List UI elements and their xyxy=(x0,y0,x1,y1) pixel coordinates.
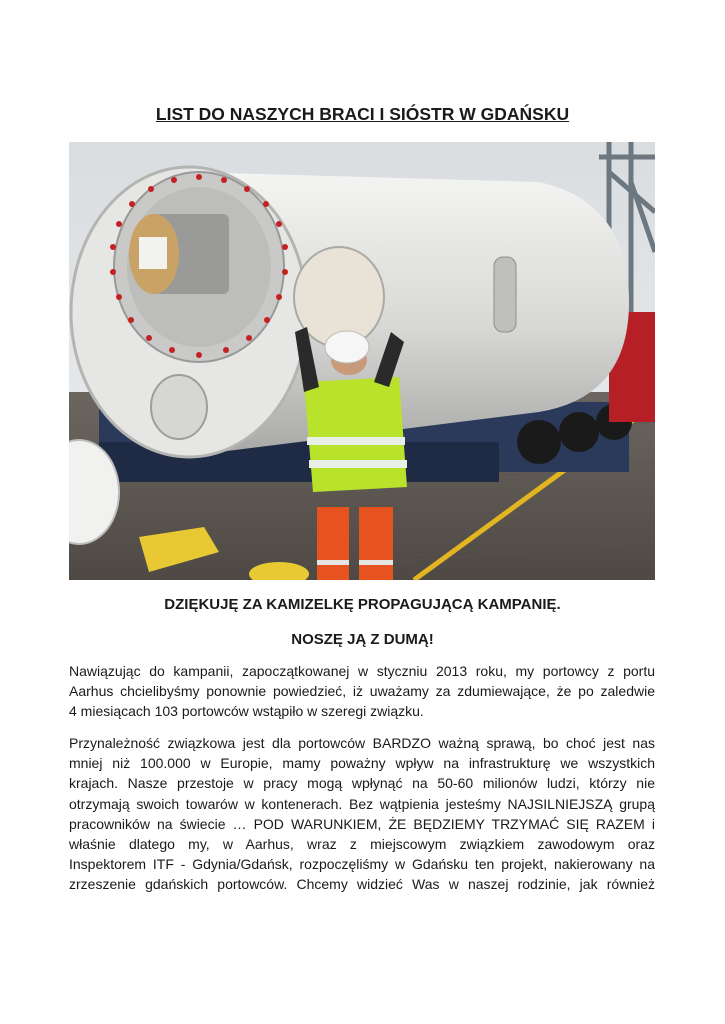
paragraph-line: 4 miesiącach 103 portowców wstąpiło w szeregi związku. xyxy=(69,703,424,720)
heading-thanks-vest: DZIĘKUJĘ ZA KAMIZELKĘ PROPAGUJĄCĄ KAMPANIĘ. xyxy=(164,596,561,613)
heading-proud: NOSZĘ JĄ Z DUMĄ! xyxy=(291,631,434,648)
paragraph-2 xyxy=(69,733,655,895)
paragraph-line: zrzeszenie gdańskich portowców. Chcemy widzieć Was w naszej rodzinie, jak również xyxy=(69,876,655,893)
paragraph-line: Przynależność związkowa jest dla portowców BARDZO ważną sprawą, bo choć jest nas xyxy=(69,735,655,751)
paragraph-line: Inspektorem ITF - Gdynia/Gdańsk, rozpoczęliśmy w Gdańsku ten projekt, nakierowany na xyxy=(69,856,655,873)
paragraph-line: pracowników na świecie … POD WARUNKIEM, ŻE BĘDZIEMY TRZYMAĆ SIĘ RAZEM i xyxy=(69,815,655,832)
paragraph-line: właśnie dlatego my, w Aarhus, wraz z miejscowym związkiem zawodowym oraz xyxy=(69,836,655,853)
paragraph-line: krajach. Nasze przestoje w pracy mogą wpłynąć na 50-60 milionów ludzi, którzy nie xyxy=(69,775,655,792)
paragraph-line: otrzymają swoich towarów w kontenerach. Bez wątpienia jesteśmy NAJSILNIEJSZĄ grupą xyxy=(69,795,655,812)
paragraph-line: Nawiązując do kampanii, zapoczątkowanej w styczniu 2013 roku, my portowcy z portu xyxy=(69,663,655,679)
photo-docker-with-vest xyxy=(69,142,655,580)
paragraph-line: Aarhus chcielibyśmy ponownie powiedzieć, iż uważamy za zdumiewające, że po zaledwie xyxy=(69,683,655,700)
document-title: LIST DO NASZYCH BRACI I SIÓSTR W GDAŃSKU xyxy=(155,104,570,124)
paragraph-line: mniej niż 100.000 w Europie, mamy poważny wpływ na infrastrukturę we wszystkich xyxy=(69,755,655,772)
paragraph-1 xyxy=(69,661,655,722)
